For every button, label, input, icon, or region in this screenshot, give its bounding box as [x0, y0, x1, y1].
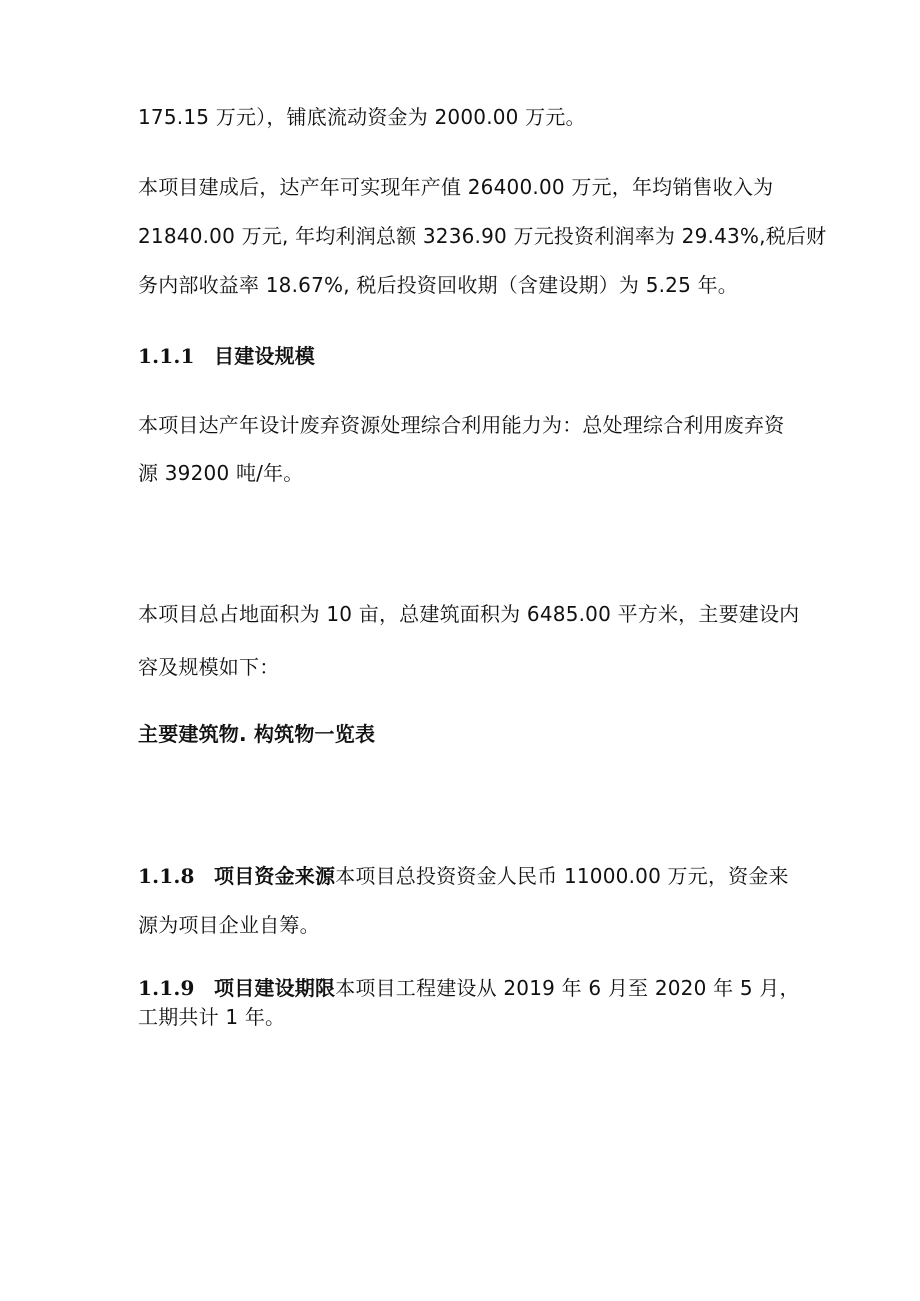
section-text: 本项目工程建设从 2019 年 6 月至 2020 年 5 月，	[335, 976, 800, 1000]
section-number: 1.1.1	[138, 344, 195, 368]
section-title: 目建设规模	[214, 344, 315, 368]
section-title: 项目建设期限	[214, 976, 336, 1000]
paragraph-output-line-1: 本项目建成后，达产年可实现年产值 26400.00 万元，年均销售收入为	[138, 175, 774, 199]
section-title: 项目资金来源	[214, 864, 336, 888]
section-number: 1.1.8	[138, 864, 195, 888]
paragraph-capacity-line-2: 源 39200 吨/年。	[138, 461, 304, 485]
table-caption: 主要建筑物. 构筑物一览表	[138, 722, 376, 746]
paragraph-area-line-1: 本项目总占地面积为 10 亩，总建筑面积为 6485.00 平方米，主要建设内	[138, 602, 800, 626]
section-heading-1-1-9	[138, 974, 800, 1002]
section-text: 本项目总投资资金人民币 11000.00 万元，资金来	[335, 864, 789, 888]
paragraph-output-line-2: 21840.00 万元, 年均利润总额 3236.90 万元投资利润率为 29.43%,税后财	[138, 224, 827, 248]
section-number: 1.1.9	[138, 976, 195, 1000]
paragraph-capacity-line-1: 本项目达产年设计废弃资源处理综合利用能力为：总处理综合利用废弃资	[138, 413, 785, 437]
section-heading-1-1-8	[138, 862, 789, 890]
section-1-1-8-line-2: 源为项目企业自筹。	[138, 913, 320, 937]
section-heading-1-1-1	[138, 342, 315, 370]
section-1-1-9-line-2: 工期共计 1 年。	[138, 1005, 286, 1029]
paragraph-intro-tail: 175.15 万元），铺底流动资金为 2000.00 万元。	[138, 105, 586, 129]
paragraph-output-line-3: 务内部收益率 18.67%, 税后投资回收期（含建设期）为 5.25 年。	[138, 273, 738, 297]
paragraph-area-line-2: 容及规模如下：	[138, 655, 280, 679]
